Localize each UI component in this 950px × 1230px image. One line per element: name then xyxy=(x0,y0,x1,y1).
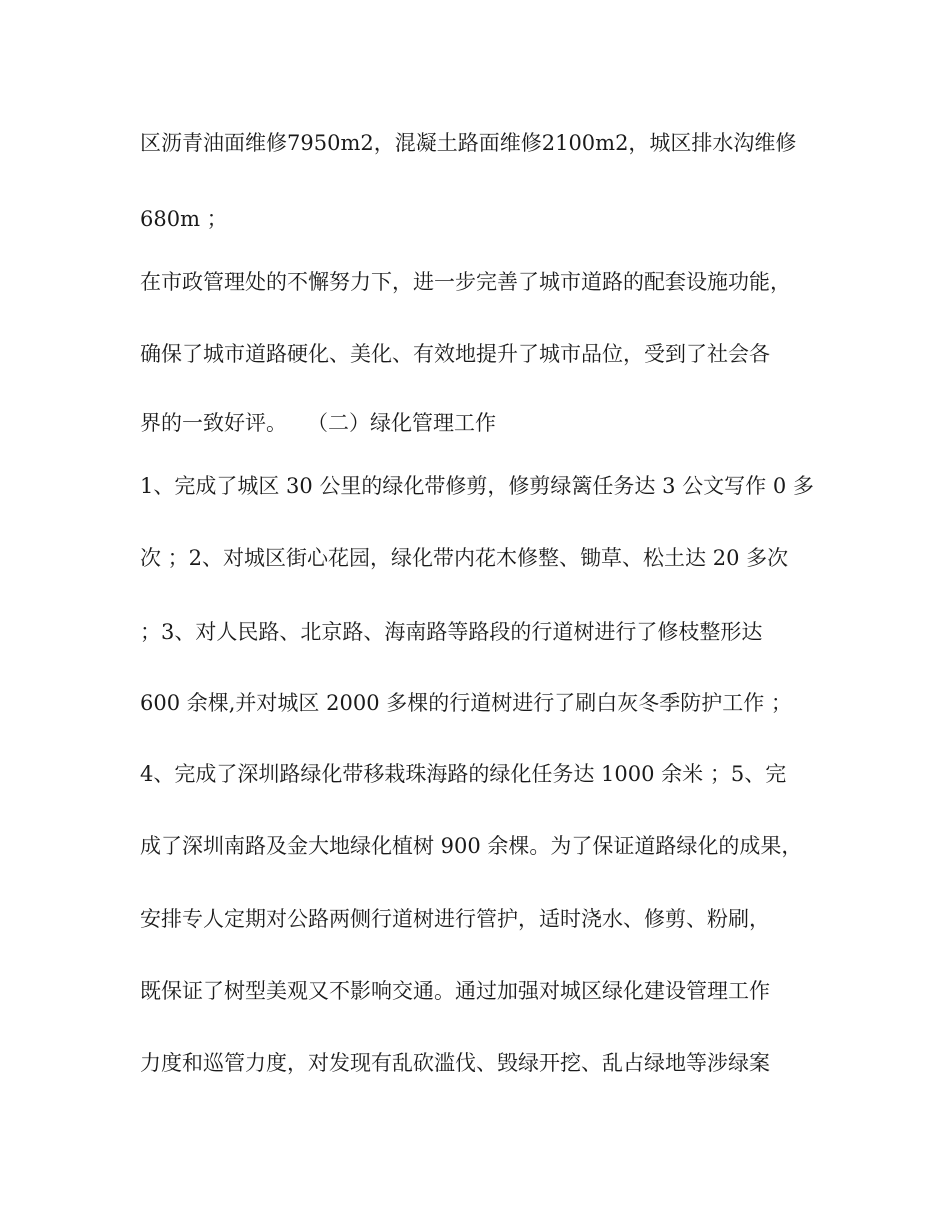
text-line: 在市政管理处的不懈努力下，进一步完善了城市道路的配套设施功能， xyxy=(140,270,791,294)
text-line: 区沥青油面维修7950m2，混凝土路面维修2100m2，城区排水沟维修 xyxy=(140,131,797,155)
text-line: 既保证了树型美观又不影响交通。通过加强对城区绿化建设管理工作 xyxy=(140,979,770,1003)
text-line: 力度和巡管力度，对发现有乱砍滥伐、毁绿开挖、乱占绿地等涉绿案 xyxy=(140,1051,770,1075)
text-line: 680m ； xyxy=(140,207,228,231)
text-line: ；3、对人民路、北京路、海南路等路段的行道树进行了修枝整形达 xyxy=(140,620,763,644)
text-line: 600 余棵,并对城区 2000 多棵的行道树进行了刷白灰冬季防护工作 ； xyxy=(140,691,792,715)
text-line: 4、完成了深圳路绿化带移栽珠海路的绿化任务达 1000 余米 ；5、完 xyxy=(140,762,787,786)
text-line: 次 ；2、对城区街心花园，绿化带内花木修整、锄草、松土达 20 多次 xyxy=(140,546,789,570)
text-line: 确保了城市道路硬化、美化、有效地提升了城市品位，受到了社会各 xyxy=(140,342,770,366)
text-line: 成了深圳南路及金大地绿化植树 900 余棵。为了保证道路绿化的成果， xyxy=(140,834,803,858)
text-line: 安排专人定期对公路两侧行道树进行管护，适时浇水、修剪、粉刷， xyxy=(140,907,770,931)
text-line-section-heading: 界的一致好评。 （二）绿化管理工作 xyxy=(140,411,497,435)
text-line: 1、完成了城区 30 公里的绿化带修剪，修剪绿篱任务达 3 公文写作 0 多 xyxy=(140,474,814,498)
